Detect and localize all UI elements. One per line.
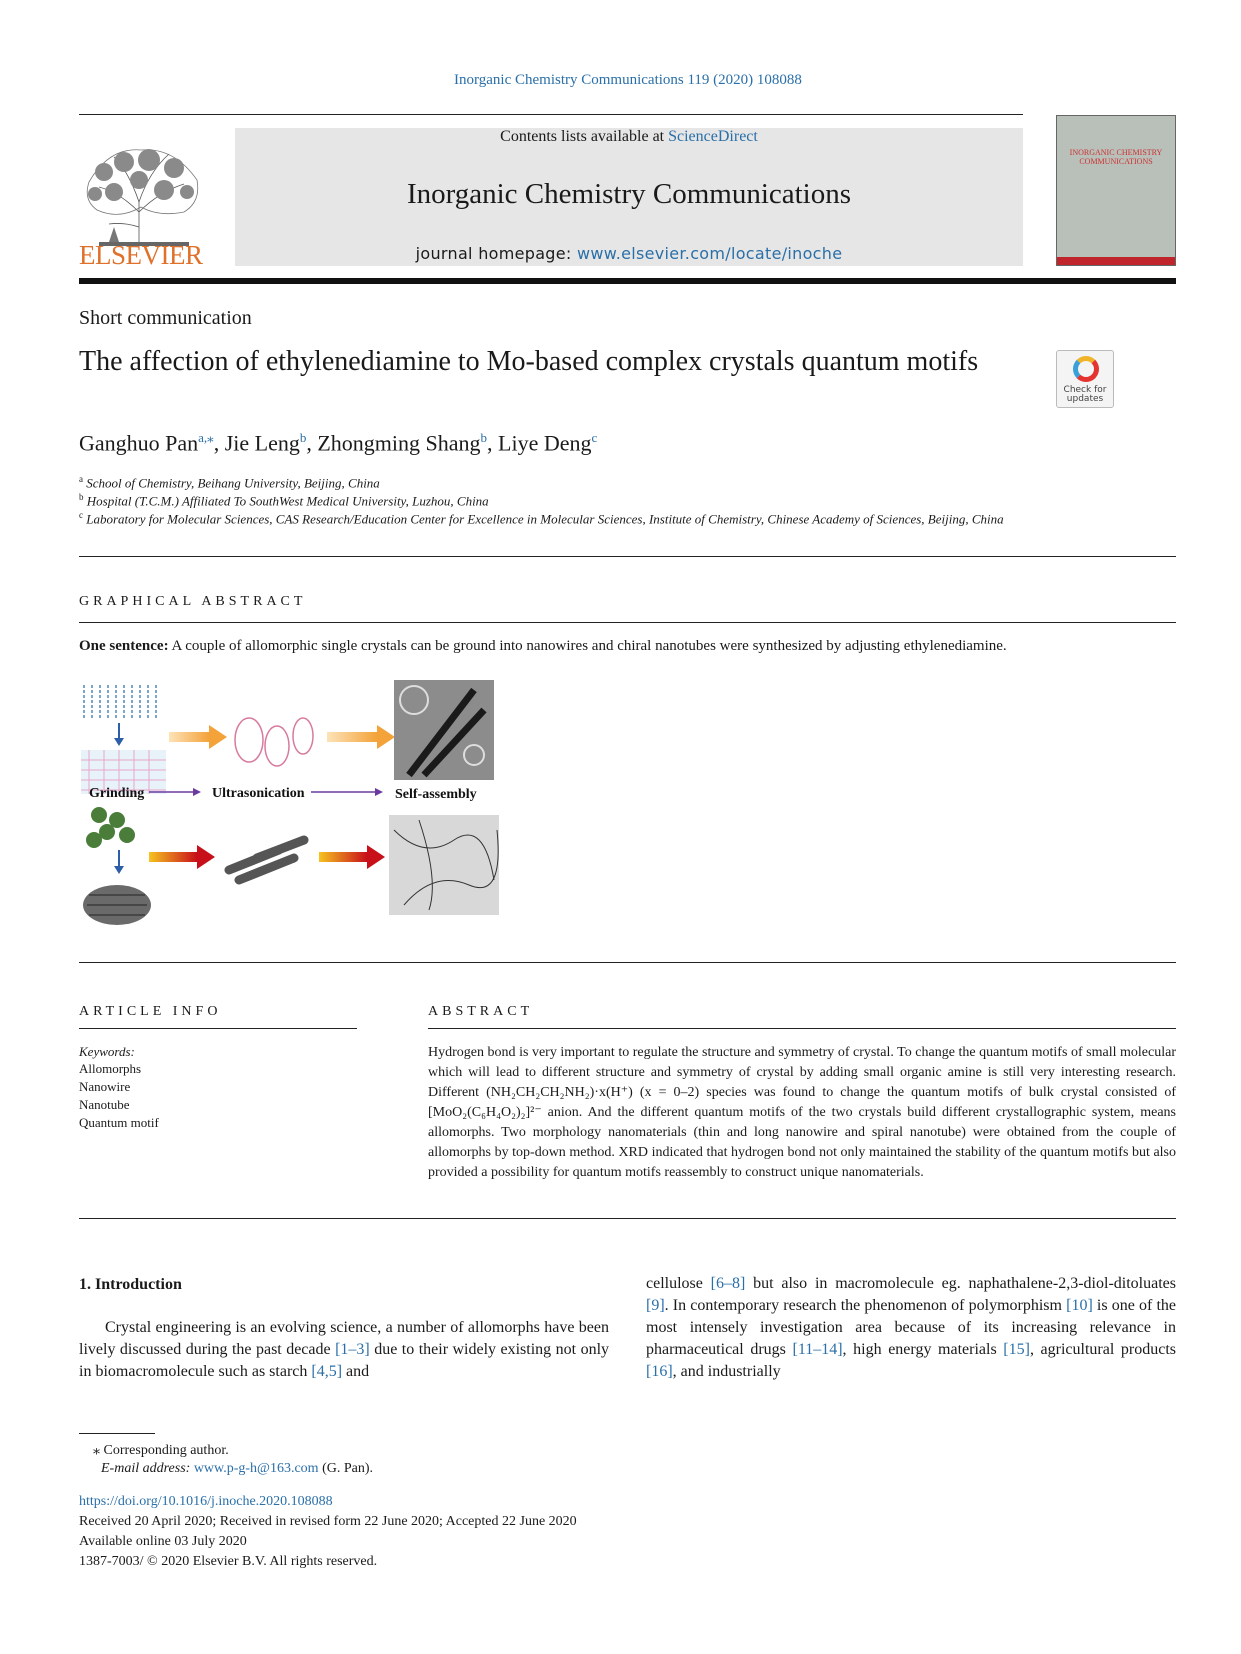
author-affil-mark[interactable]: b bbox=[480, 430, 488, 445]
affiliation-c bbox=[79, 506, 1039, 528]
one-sentence-summary bbox=[79, 638, 1176, 655]
header-thick-rule bbox=[79, 278, 1176, 284]
keyword: Allomorphs bbox=[79, 1061, 142, 1076]
intro-text: due to their widely existing not only in biomacromolecule such as starch bbox=[79, 1341, 610, 1380]
affil-mark: a bbox=[79, 474, 83, 484]
graphical-abstract-figure bbox=[79, 680, 529, 955]
email-line bbox=[101, 1461, 373, 1477]
check-for-updates-badge[interactable] bbox=[1056, 350, 1114, 408]
one-sentence-text: A couple of allomorphic single crystals can be ground into nanowires and chiral nanotubes were synthesized by adjusting ethylenediamine. bbox=[168, 638, 1007, 654]
footnote-rule bbox=[79, 1433, 155, 1434]
email-suffix: (G. Pan). bbox=[318, 1461, 373, 1476]
info-rule bbox=[79, 1028, 357, 1029]
process-arrow bbox=[149, 852, 197, 862]
sciencedirect-link[interactable]: ScienceDirect bbox=[668, 128, 758, 145]
tem-image-nanowires bbox=[389, 815, 499, 915]
author-sep: , bbox=[306, 430, 318, 456]
self-assembly-label: Self-assembly bbox=[395, 787, 477, 802]
citation-link[interactable]: [16] bbox=[646, 1363, 673, 1380]
journal-homepage-line bbox=[235, 244, 1023, 263]
affil-text: Hospital (T.C.M.) Affiliated To SouthWest Medical University, Luzhou, China bbox=[86, 493, 489, 509]
cover-red-bar bbox=[1057, 257, 1175, 265]
intro-text: . In contemporary research the phenomenon of polymorphism bbox=[664, 1297, 1067, 1314]
process-arrow bbox=[169, 732, 209, 742]
doi-link[interactable]: https://doi.org/10.1016/j.inoche.2020.108088 bbox=[79, 1494, 333, 1509]
author-name[interactable]: Liye Deng bbox=[498, 430, 592, 456]
intro-text: is one of the most intensely investigation area because of its increasing relevance in pharmaceutical drugs bbox=[646, 1297, 1176, 1358]
grinding-label: Grinding bbox=[89, 786, 145, 801]
keyword: Quantum motif bbox=[79, 1115, 159, 1130]
graphical-abstract-heading: GRAPHICAL ABSTRACT bbox=[79, 594, 307, 609]
received-dates: Received 20 April 2020; Received in revised form 22 June 2020; Accepted 22 June 2020 bbox=[79, 1514, 577, 1529]
process-arrow bbox=[319, 852, 367, 862]
cover-title: INORGANIC CHEMISTRY COMMUNICATIONS bbox=[1069, 148, 1163, 166]
article-type: Short communication bbox=[79, 307, 252, 329]
article-info-heading: ARTICLE INFO bbox=[79, 1004, 222, 1019]
email-link[interactable]: www.p-g-h@163.com bbox=[193, 1461, 319, 1476]
intro-text: , agricultural products bbox=[1029, 1341, 1177, 1358]
citation-link[interactable]: [10] bbox=[1066, 1297, 1093, 1314]
intro-text: and bbox=[342, 1363, 370, 1380]
intro-left-column bbox=[79, 1317, 609, 1383]
citation-link[interactable]: [9] bbox=[646, 1297, 665, 1314]
crossmark-label: Check for updates bbox=[1063, 385, 1107, 404]
nanowire-bundle-image bbox=[229, 840, 304, 880]
citation-link[interactable]: [6–8] bbox=[710, 1275, 746, 1292]
contents-prefix: Contents lists available at bbox=[500, 128, 669, 145]
author-name[interactable]: Zhongming Shang bbox=[317, 430, 481, 456]
elsevier-wordmark: ELSEVIER bbox=[79, 240, 203, 270]
intro-text: cellulose bbox=[646, 1275, 711, 1292]
corresponding-author-note: ⁎ Corresponding author. bbox=[93, 1443, 229, 1458]
citation-link[interactable]: [1–3] bbox=[335, 1341, 370, 1358]
keyword: Nanotube bbox=[79, 1097, 130, 1112]
intro-right-column bbox=[646, 1273, 1176, 1383]
contents-available-line bbox=[235, 128, 1023, 146]
citation-link[interactable]: [4,5] bbox=[311, 1363, 343, 1380]
homepage-prefix: journal homepage: bbox=[415, 244, 577, 263]
intro-text: , high energy materials bbox=[842, 1341, 1004, 1358]
keywords-label: Keywords: bbox=[79, 1044, 135, 1059]
affil-mark: c bbox=[79, 510, 83, 520]
author-sep: , bbox=[213, 430, 225, 456]
intro-text: , and industrially bbox=[672, 1363, 781, 1380]
author-name[interactable]: Jie Leng bbox=[224, 430, 300, 456]
introduction-heading: 1. Introduction bbox=[79, 1276, 182, 1293]
nanotube-image bbox=[235, 718, 313, 766]
header-rule bbox=[79, 114, 1023, 115]
section-rule bbox=[79, 1218, 1176, 1219]
journal-cover-thumbnail bbox=[1056, 115, 1176, 266]
journal-citation[interactable]: Inorganic Chemistry Communications 119 (2020) 108088 bbox=[454, 72, 802, 88]
author-affil-mark[interactable]: c bbox=[591, 430, 598, 445]
section-rule bbox=[79, 622, 1176, 623]
blue-crystal-image bbox=[84, 685, 156, 720]
homepage-link[interactable]: www.elsevier.com/locate/inoche bbox=[577, 244, 843, 263]
author-sep: , bbox=[487, 430, 499, 456]
author-list bbox=[79, 430, 597, 456]
abstract-body: Hydrogen bond is very important to regulate the structure and symmetry of crystal. To change the quantum motifs of small molecular which will lead to different structure and symmetry of crystal by adding small organic amine is still very interesting research. Different (NH₂CH₂CH₂NH₂)·x(H⁺) (x = 0–2) species was found to change the quantum motifs of bulk crystal consisted of [MoO₂(C₆H₄O₂)₂]²⁻ anion. And the different quantum motifs of the two crystals build different crystallographic system, means allomorphs. Two morphology nanomaterials (thin and long nanowire and spiral nanotube) were obtained from the couple of allomorphs by top-down method. XRD indicated that hydrogen bond not only maintained the stability of the quantum motifs but also provided a possibility for quantum motifs reassembly to construct unique nanomaterials. bbox=[428, 1045, 1176, 1180]
section-rule bbox=[79, 962, 1176, 963]
citation-link[interactable]: [15] bbox=[1003, 1341, 1030, 1358]
abstract-heading: ABSTRACT bbox=[428, 1004, 534, 1019]
available-online-date: Available online 03 July 2020 bbox=[79, 1534, 247, 1549]
one-sentence-label: One sentence: bbox=[79, 638, 169, 654]
section-rule bbox=[79, 556, 1176, 557]
citation-link[interactable]: [11–14] bbox=[792, 1341, 843, 1358]
author-affil-mark[interactable]: a,⁎ bbox=[198, 430, 214, 445]
affil-text: Laboratory for Molecular Sciences, CAS Research/Education Center for Excellence in Molecular Sciences, Institute of Chemistry, Chinese Academy of Sciences, Beijing, China bbox=[86, 511, 1004, 527]
email-label: E-mail address: bbox=[101, 1461, 191, 1476]
copyright-notice: 1387-7003/ © 2020 Elsevier B.V. All rights reserved. bbox=[79, 1554, 378, 1569]
crossmark-icon bbox=[1073, 356, 1099, 382]
keyword: Nanowire bbox=[79, 1079, 131, 1094]
ultrasonication-label: Ultrasonication bbox=[212, 786, 305, 801]
green-crystal-image bbox=[86, 807, 135, 848]
author-name[interactable]: Ganghuo Pan bbox=[79, 430, 199, 456]
affil-text: School of Chemistry, Beihang University, Beijing, China bbox=[86, 475, 380, 491]
abstract-rule bbox=[428, 1028, 1176, 1029]
article-title: The affection of ethylenediamine to Mo-based complex crystals quantum motifs bbox=[79, 346, 979, 377]
author-affil-mark[interactable]: b bbox=[299, 430, 307, 445]
intro-text: Crystal engineering is an evolving science, a number of allomorphs have been lively discussed during the past decade bbox=[79, 1319, 609, 1358]
journal-title: Inorganic Chemistry Communications bbox=[406, 178, 852, 210]
intro-text: but also in macromolecule eg. naphathalene-2,3-diol-ditoluates bbox=[745, 1275, 1176, 1292]
affil-mark: b bbox=[79, 492, 84, 502]
process-arrow bbox=[327, 732, 377, 742]
